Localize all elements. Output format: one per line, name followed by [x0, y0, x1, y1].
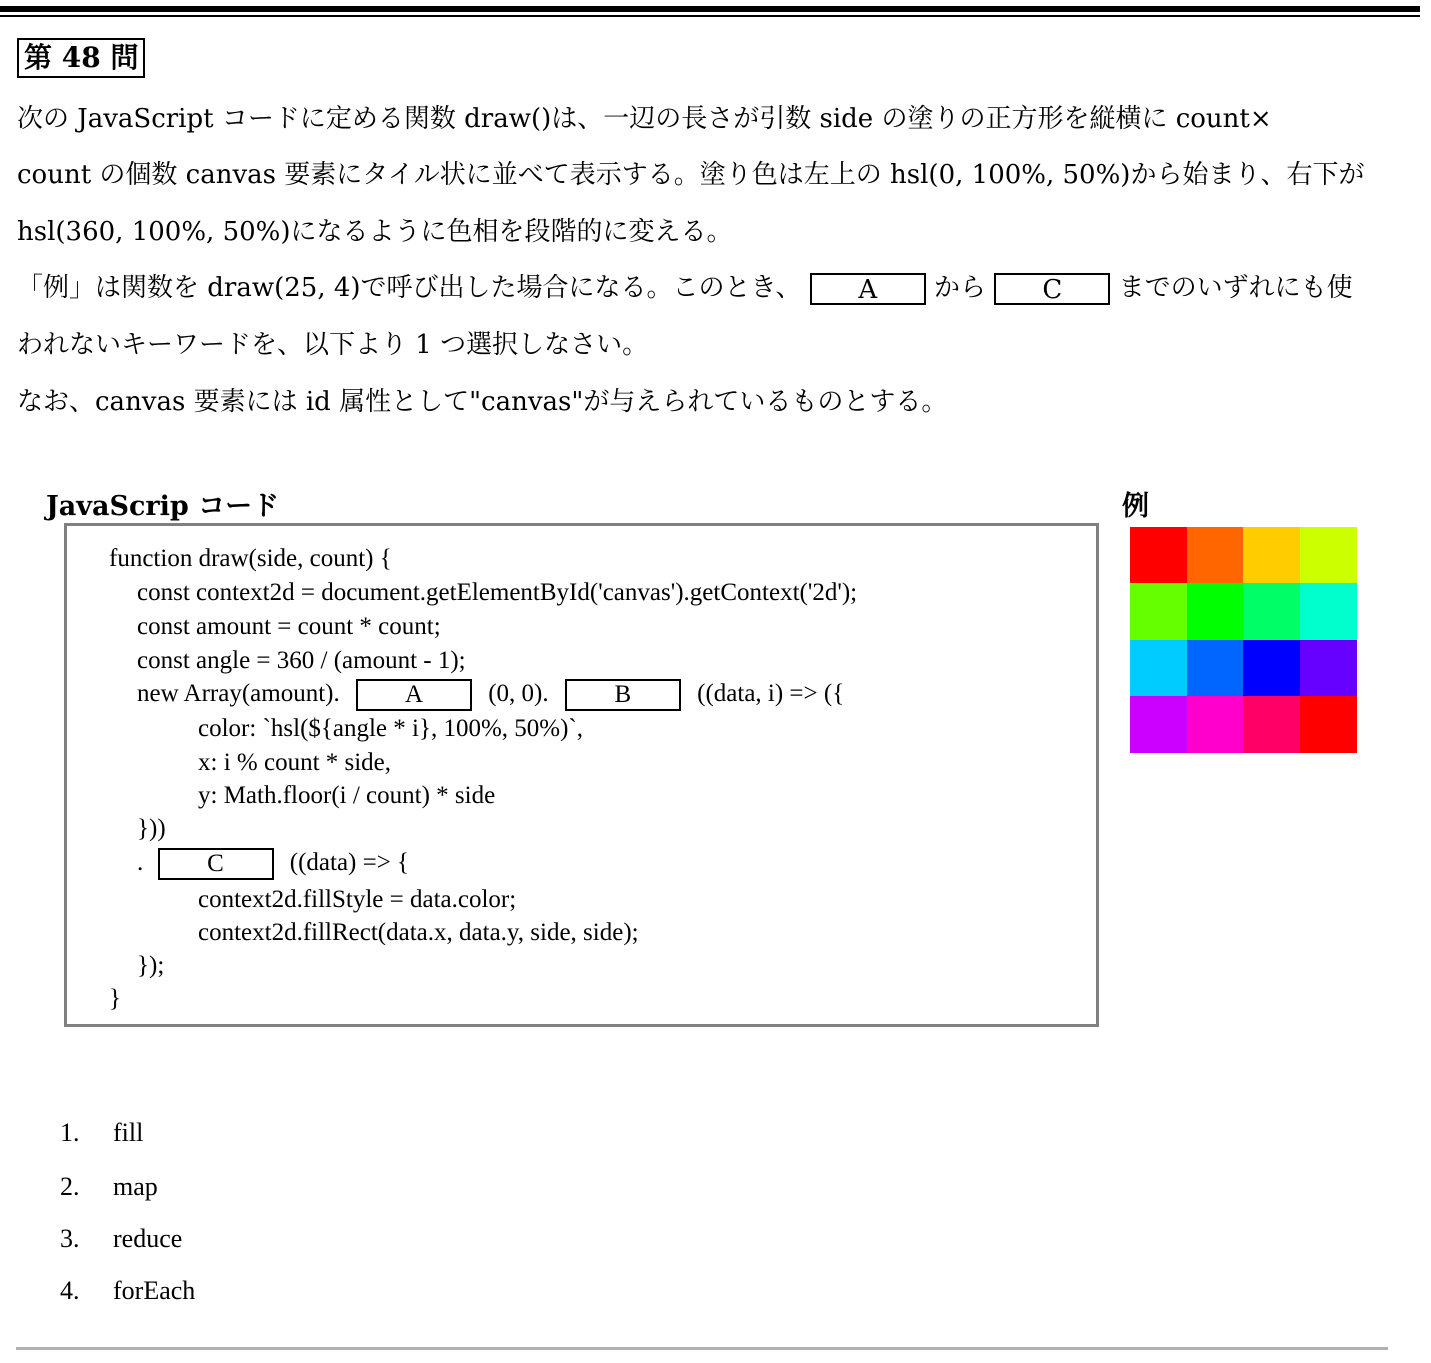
example-tile — [1187, 640, 1244, 697]
code-line-10-pre: . — [137, 849, 144, 876]
question-text-line-6: なお、canvas 要素には id 属性として"canvas"が与えられているものとする。 — [17, 387, 948, 417]
code-line-5-post: ((data, i) => ({ — [697, 680, 845, 707]
example-tile — [1243, 527, 1300, 584]
blank-c-inline: C — [994, 273, 1110, 305]
question-text-line-5: われないキーワードを、以下より 1 つ選択しなさい。 — [17, 330, 649, 360]
example-tile — [1300, 640, 1357, 697]
code-line-6: color: `hsl(${angle * i}, 100%, 50%)`, — [198, 715, 584, 742]
code-line-13: }); — [137, 952, 165, 979]
code-line-12: context2d.fillRect(data.x, data.y, side, side); — [198, 919, 639, 946]
question-text-line-1: 次の JavaScript コードに定める関数 draw()は、一辺の長さが引数 side の塗りの正方形を縦横に count× — [17, 104, 1272, 134]
code-section-title: JavaScrip コード — [46, 491, 280, 522]
code-line-2: const context2d = document.getElementById('canvas').getContext('2d'); — [137, 579, 858, 606]
bottom-rule — [16, 1347, 1388, 1350]
choice-3-label: reduce — [113, 1224, 183, 1253]
example-tile — [1187, 583, 1244, 640]
choice-1-number: 1. — [60, 1118, 80, 1147]
choice-2[interactable] — [60, 1171, 158, 1203]
example-tile — [1243, 696, 1300, 753]
code-line-7: x: i % count * side, — [198, 749, 392, 776]
code-line-11: context2d.fillStyle = data.color; — [198, 886, 517, 913]
example-tile — [1187, 527, 1244, 584]
example-tile — [1130, 640, 1187, 697]
choice-4[interactable] — [60, 1275, 195, 1307]
code-line-10 — [137, 847, 409, 880]
line4-pre: 「例」は関数を draw(25, 4)で呼び出した場合になる。このとき、 — [17, 273, 802, 303]
question-text-line-2: count の個数 canvas 要素にタイル状に並べて表示する。塗り色は左上の hsl(0, 100%, 50%)から始まり、右下が — [17, 160, 1365, 190]
choice-4-label: forEach — [113, 1276, 196, 1305]
example-tile-grid — [1130, 527, 1356, 752]
top-rule — [0, 0, 1420, 17]
line4-post: までのいずれにも使 — [1118, 273, 1353, 303]
code-line-1: function draw(side, count) { — [109, 545, 392, 572]
choice-3[interactable] — [60, 1223, 182, 1255]
code-line-4: const angle = 360 / (amount - 1); — [137, 647, 466, 674]
question-number: 第 48 問 — [17, 38, 145, 78]
example-tile — [1187, 696, 1244, 753]
code-line-3: const amount = count * count; — [137, 613, 441, 640]
example-title: 例 — [1122, 491, 1149, 522]
choice-2-label: map — [113, 1172, 158, 1201]
line4-mid: から — [934, 273, 987, 303]
choice-1-label: fill — [113, 1118, 144, 1147]
example-tile — [1130, 527, 1187, 584]
example-tile — [1243, 640, 1300, 697]
example-tile — [1130, 696, 1187, 753]
question-text-line-4 — [17, 272, 1353, 305]
example-tile — [1300, 583, 1357, 640]
example-tile — [1300, 696, 1357, 753]
code-blank-c: C — [158, 848, 274, 880]
code-line-5-mid: (0, 0). — [488, 680, 549, 707]
example-tile — [1243, 583, 1300, 640]
blank-a-inline: A — [810, 273, 926, 305]
code-blank-b: B — [565, 679, 681, 711]
code-line-5-pre: new Array(amount). — [137, 680, 340, 707]
question-text-line-3: hsl(360, 100%, 50%)になるように色相を段階的に変える。 — [17, 217, 733, 247]
example-tile — [1130, 583, 1187, 640]
choice-4-number: 4. — [60, 1276, 80, 1305]
code-line-5 — [137, 678, 844, 711]
code-line-14: } — [109, 985, 121, 1012]
code-line-8: y: Math.floor(i / count) * side — [198, 782, 496, 809]
example-tile — [1300, 527, 1357, 584]
code-line-9: })) — [137, 815, 166, 842]
code-line-10-post: ((data) => { — [289, 849, 410, 876]
choice-3-number: 3. — [60, 1224, 80, 1253]
choice-2-number: 2. — [60, 1172, 80, 1201]
code-blank-a: A — [356, 679, 472, 711]
choice-1[interactable] — [60, 1117, 143, 1149]
